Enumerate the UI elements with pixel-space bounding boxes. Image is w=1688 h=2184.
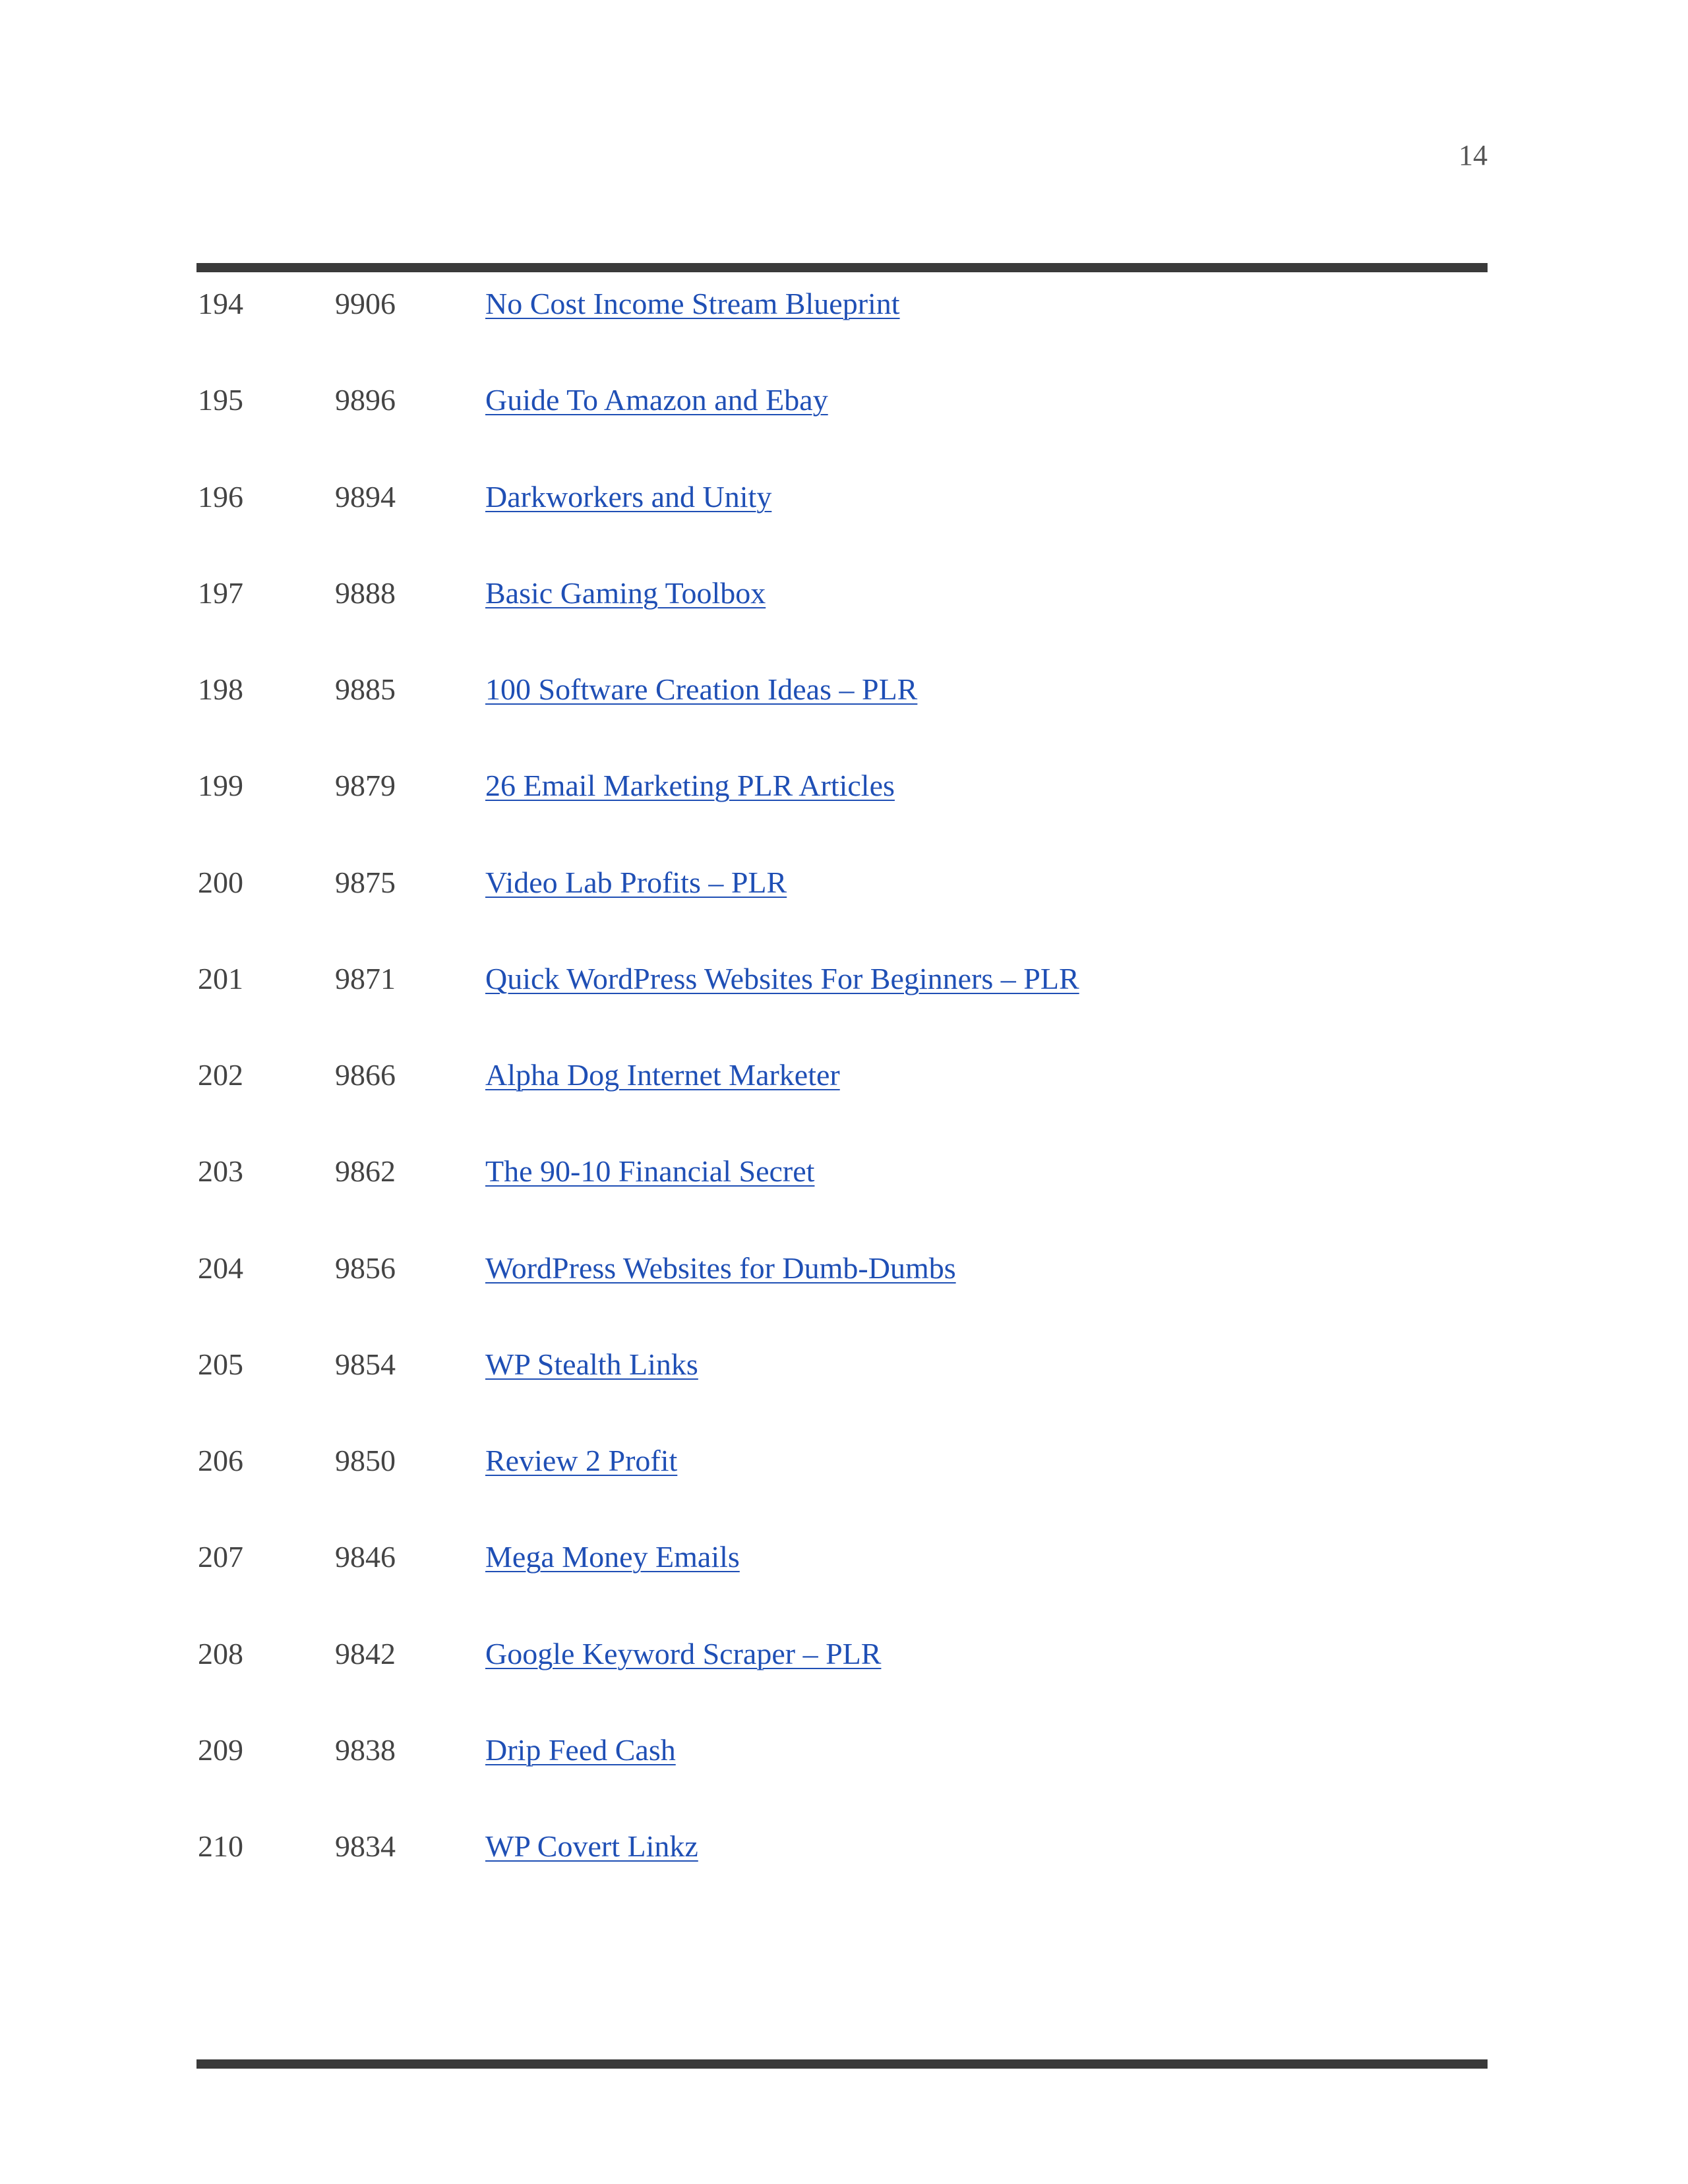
entry-code: 9875 bbox=[335, 865, 396, 899]
bottom-rule bbox=[196, 2059, 1488, 2069]
entry-title-link[interactable]: Review 2 Profit bbox=[485, 1444, 678, 1477]
entry-title-link[interactable]: 26 Email Marketing PLR Articles bbox=[485, 769, 895, 803]
entry-rank: 204 bbox=[198, 1251, 243, 1285]
list-item bbox=[196, 1533, 1488, 1630]
entry-title-link[interactable]: Video Lab Profits – PLR bbox=[485, 865, 787, 899]
entry-code: 9862 bbox=[335, 1154, 396, 1189]
entry-code: 9842 bbox=[335, 1636, 396, 1670]
entry-code: 9888 bbox=[335, 576, 396, 610]
entry-title-link[interactable]: Mega Money Emails bbox=[485, 1540, 740, 1574]
entry-code: 9834 bbox=[335, 1829, 396, 1863]
list-item bbox=[196, 376, 1488, 473]
entry-code: 9854 bbox=[335, 1347, 396, 1381]
entry-rank: 202 bbox=[198, 1058, 243, 1092]
list-item bbox=[196, 1630, 1488, 1727]
list-item bbox=[196, 1148, 1488, 1244]
entry-rank: 206 bbox=[198, 1444, 243, 1477]
entry-rank: 209 bbox=[198, 1732, 243, 1767]
entry-title-link[interactable]: WordPress Websites for Dumb-Dumbs bbox=[485, 1251, 956, 1285]
entry-rank: 203 bbox=[198, 1154, 243, 1189]
list-item bbox=[196, 955, 1488, 1051]
list-item bbox=[196, 1727, 1488, 1823]
entry-title-link[interactable]: WP Covert Linkz bbox=[485, 1829, 698, 1863]
entry-rank: 208 bbox=[198, 1636, 243, 1670]
list-item bbox=[196, 666, 1488, 762]
entry-rank: 199 bbox=[198, 769, 243, 803]
list-item bbox=[196, 280, 1488, 376]
list-item bbox=[196, 473, 1488, 570]
entry-rank: 201 bbox=[198, 961, 243, 995]
entry-title-link[interactable]: Alpha Dog Internet Marketer bbox=[485, 1058, 840, 1092]
entry-code: 9896 bbox=[335, 383, 396, 417]
entry-title-link[interactable]: Drip Feed Cash bbox=[485, 1732, 676, 1767]
entry-title-link[interactable]: Basic Gaming Toolbox bbox=[485, 576, 766, 610]
list-item bbox=[196, 570, 1488, 666]
entry-rank: 198 bbox=[198, 672, 243, 706]
entry-code: 9850 bbox=[335, 1444, 396, 1477]
entry-code: 9906 bbox=[335, 287, 396, 320]
entry-code: 9885 bbox=[335, 672, 396, 706]
entry-code: 9894 bbox=[335, 479, 396, 514]
entry-code: 9846 bbox=[335, 1540, 396, 1574]
entry-title-link[interactable]: No Cost Income Stream Blueprint bbox=[485, 287, 900, 320]
entry-rank: 205 bbox=[198, 1347, 243, 1381]
entry-title-link[interactable]: Darkworkers and Unity bbox=[485, 479, 772, 514]
entry-code: 9856 bbox=[335, 1251, 396, 1285]
list-item bbox=[196, 1051, 1488, 1148]
list-item bbox=[196, 1245, 1488, 1341]
entry-title-link[interactable]: Quick WordPress Websites For Beginners – PLR bbox=[485, 961, 1079, 995]
entry-code: 9871 bbox=[335, 961, 396, 995]
entry-code: 9866 bbox=[335, 1058, 396, 1092]
entry-rank: 196 bbox=[198, 479, 243, 514]
entry-title-link[interactable]: Google Keyword Scraper – PLR bbox=[485, 1636, 882, 1670]
list-item bbox=[196, 859, 1488, 955]
entry-code: 9838 bbox=[335, 1732, 396, 1767]
entry-rank: 194 bbox=[198, 287, 243, 320]
entry-rank: 200 bbox=[198, 865, 243, 899]
entry-title-link[interactable]: Guide To Amazon and Ebay bbox=[485, 383, 828, 417]
top-rule bbox=[196, 263, 1488, 272]
list-item bbox=[196, 762, 1488, 858]
entry-title-link[interactable]: WP Stealth Links bbox=[485, 1347, 698, 1381]
list-item bbox=[196, 1823, 1488, 1919]
list-item bbox=[196, 1341, 1488, 1437]
page-number: 14 bbox=[1459, 139, 1488, 171]
entry-rank: 197 bbox=[198, 576, 243, 610]
entry-rank: 210 bbox=[198, 1829, 243, 1863]
entry-code: 9879 bbox=[335, 769, 396, 803]
entry-rank: 207 bbox=[198, 1540, 243, 1574]
entry-title-link[interactable]: 100 Software Creation Ideas – PLR bbox=[485, 672, 918, 706]
entry-list bbox=[196, 280, 1488, 1919]
entry-title-link[interactable]: The 90-10 Financial Secret bbox=[485, 1154, 815, 1189]
list-item bbox=[196, 1437, 1488, 1533]
entry-rank: 195 bbox=[198, 383, 243, 417]
